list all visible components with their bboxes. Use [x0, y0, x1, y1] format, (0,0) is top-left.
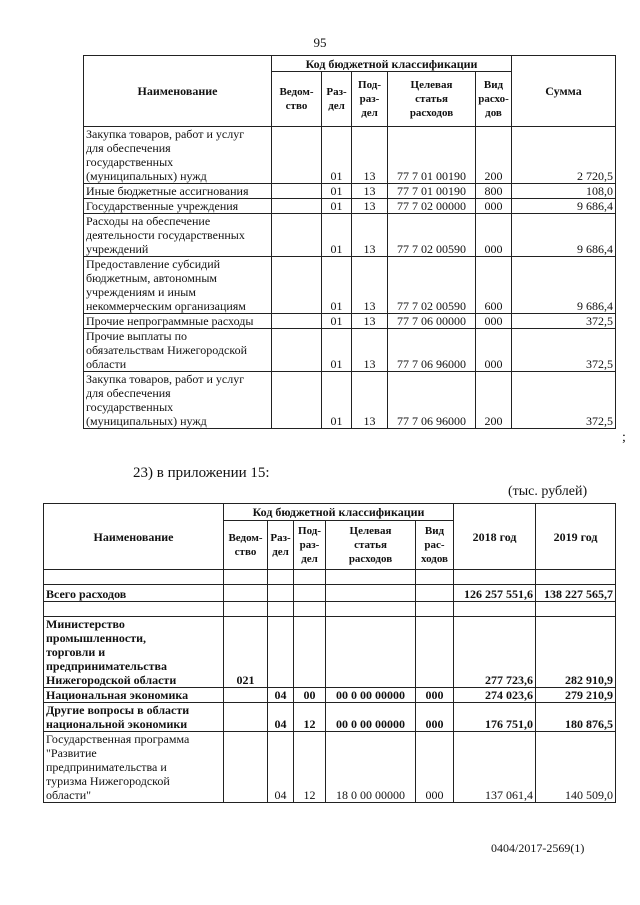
- header-ved: Ведом- ство: [224, 521, 268, 570]
- appendix-intro: 23) в приложении 15:: [133, 465, 270, 481]
- header-classification: Код бюджетной классификации: [272, 56, 512, 72]
- row-name: Иные бюджетные ассигнования: [84, 184, 272, 199]
- row-name: Расходы на обеспечение деятельности государственных учреждений: [84, 214, 272, 257]
- blank-row: [44, 570, 616, 585]
- row-2019: 279 210,9: [536, 688, 616, 703]
- row-ved: [272, 372, 322, 429]
- row-csr: 00 0 00 00000: [326, 703, 416, 732]
- row-razdel: 01: [322, 329, 352, 372]
- row-ved: 021: [224, 617, 268, 688]
- row-razdel: 01: [322, 314, 352, 329]
- table-row: [44, 617, 616, 688]
- row-ved: [224, 688, 268, 703]
- row-csr: 77 7 01 00190: [388, 184, 476, 199]
- row-csr: 77 7 01 00190: [388, 127, 476, 184]
- row-vr: [416, 617, 454, 688]
- table-row: [44, 703, 616, 732]
- total-name: Всего расходов: [44, 585, 224, 602]
- row-vr: 000: [476, 214, 512, 257]
- row-name: Предоставление субсидий бюджетным, автономным учреждениям и иным некоммерческим организациям: [84, 257, 272, 314]
- header-podrazdel: Под- раз- дел: [294, 521, 326, 570]
- row-vr: 000: [476, 314, 512, 329]
- row-podrazdel: 13: [352, 127, 388, 184]
- row-2019: 282 910,9: [536, 617, 616, 688]
- semicolon: ;: [622, 430, 626, 445]
- row-razdel: 04: [268, 703, 294, 732]
- row-podrazdel: 13: [352, 214, 388, 257]
- row-ved: [272, 314, 322, 329]
- row-razdel: [268, 617, 294, 688]
- table-row: [84, 372, 616, 429]
- table-row: [44, 688, 616, 703]
- table-row: [84, 127, 616, 184]
- row-vr: 000: [476, 329, 512, 372]
- header-razdel: Раз- дел: [322, 72, 352, 127]
- row-name: Национальная экономика: [44, 688, 224, 703]
- row-razdel: 01: [322, 199, 352, 214]
- header-classification: Код бюджетной классификации: [224, 504, 454, 521]
- row-sum: 372,5: [512, 329, 616, 372]
- row-name: Прочие непрограммные расходы: [84, 314, 272, 329]
- row-sum: 108,0: [512, 184, 616, 199]
- row-vr: 000: [416, 732, 454, 803]
- header-vr: Вид расхо- дов: [476, 72, 512, 127]
- row-csr: 77 7 02 00000: [388, 199, 476, 214]
- row-podrazdel: 13: [352, 372, 388, 429]
- row-csr: 77 7 02 00590: [388, 214, 476, 257]
- row-podrazdel: 13: [352, 199, 388, 214]
- row-csr: 77 7 02 00590: [388, 257, 476, 314]
- table2-body: [44, 617, 616, 803]
- header-name: Наименование: [84, 56, 272, 127]
- row-vr: 000: [476, 199, 512, 214]
- header-razdel: Раз- дел: [268, 521, 294, 570]
- row-csr: 77 7 06 00000: [388, 314, 476, 329]
- row-podrazdel: 00: [294, 688, 326, 703]
- row-2018: 176 751,0: [454, 703, 536, 732]
- row-razdel: 01: [322, 184, 352, 199]
- row-razdel: 01: [322, 127, 352, 184]
- document-code: 0404/2017-2569(1): [491, 841, 585, 855]
- header-ved: Ведом- ство: [272, 72, 322, 127]
- total-2018: 126 257 551,6: [454, 585, 536, 602]
- total-2019: 138 227 565,7: [536, 585, 616, 602]
- table-row: [84, 199, 616, 214]
- header-2019: 2019 год: [536, 504, 616, 570]
- row-podrazdel: 13: [352, 257, 388, 314]
- row-csr: 77 7 06 96000: [388, 372, 476, 429]
- row-ved: [272, 257, 322, 314]
- row-ved: [224, 732, 268, 803]
- row-sum: 9 686,4: [512, 199, 616, 214]
- row-name: Государственная программа "Развитие предпринимательства и туризма Нижегородской области": [44, 732, 224, 803]
- header-sum: Сумма: [512, 56, 616, 127]
- row-csr: 18 0 00 00000: [326, 732, 416, 803]
- row-csr: [326, 617, 416, 688]
- table-row: [84, 184, 616, 199]
- total-row: [44, 585, 616, 602]
- table-row: [84, 329, 616, 372]
- header-csr: Целевая статья расходов: [388, 72, 476, 127]
- row-vr: 200: [476, 372, 512, 429]
- row-ved: [272, 329, 322, 372]
- row-ved: [272, 199, 322, 214]
- row-2019: 140 509,0: [536, 732, 616, 803]
- row-2018: 274 023,6: [454, 688, 536, 703]
- row-podrazdel: 13: [352, 184, 388, 199]
- row-2019: 180 876,5: [536, 703, 616, 732]
- row-vr: 600: [476, 257, 512, 314]
- row-ved: [272, 184, 322, 199]
- table-row: [84, 214, 616, 257]
- row-csr: 00 0 00 00000: [326, 688, 416, 703]
- row-podrazdel: 13: [352, 329, 388, 372]
- row-name: Закупка товаров, работ и услуг для обеспечения государственных (муниципальных) нужд: [84, 127, 272, 184]
- budget-table-1: [83, 55, 616, 429]
- row-vr: 800: [476, 184, 512, 199]
- row-name: Закупка товаров, работ и услуг для обеспечения государственных (муниципальных) нужд: [84, 372, 272, 429]
- row-name: Другие вопросы в области национальной экономики: [44, 703, 224, 732]
- page-number: 95: [313, 35, 327, 50]
- row-name: Прочие выплаты по обязательствам Нижегородской области: [84, 329, 272, 372]
- row-name: Государственные учреждения: [84, 199, 272, 214]
- row-podrazdel: [294, 617, 326, 688]
- table-row: [44, 732, 616, 803]
- row-razdel: 01: [322, 257, 352, 314]
- row-razdel: 04: [268, 732, 294, 803]
- blank-row: [44, 602, 616, 617]
- header-csr: Целевая статья расходов: [326, 521, 416, 570]
- row-razdel: 01: [322, 214, 352, 257]
- row-sum: 372,5: [512, 372, 616, 429]
- budget-table-2: [43, 503, 616, 803]
- row-ved: [272, 214, 322, 257]
- header-vr: Вид рас- ходов: [416, 521, 454, 570]
- table1-body: [84, 127, 616, 429]
- row-vr: 200: [476, 127, 512, 184]
- row-name: Министерство промышленности, торговли и предпринимательства Нижегородской области: [44, 617, 224, 688]
- header-name: Наименование: [44, 504, 224, 570]
- row-vr: 000: [416, 703, 454, 732]
- row-sum: 9 686,4: [512, 257, 616, 314]
- row-sum: 2 720,5: [512, 127, 616, 184]
- row-ved: [224, 703, 268, 732]
- table-row: [84, 314, 616, 329]
- row-sum: 9 686,4: [512, 214, 616, 257]
- row-razdel: 01: [322, 372, 352, 429]
- row-vr: 000: [416, 688, 454, 703]
- table-row: [84, 257, 616, 314]
- row-csr: 77 7 06 96000: [388, 329, 476, 372]
- row-podrazdel: 12: [294, 703, 326, 732]
- row-razdel: 04: [268, 688, 294, 703]
- row-sum: 372,5: [512, 314, 616, 329]
- header-podrazdel: Под- раз- дел: [352, 72, 388, 127]
- unit-label: (тыс. рублей): [508, 484, 588, 499]
- header-2018: 2018 год: [454, 504, 536, 570]
- row-podrazdel: 13: [352, 314, 388, 329]
- row-ved: [272, 127, 322, 184]
- row-podrazdel: 12: [294, 732, 326, 803]
- row-2018: 137 061,4: [454, 732, 536, 803]
- row-2018: 277 723,6: [454, 617, 536, 688]
